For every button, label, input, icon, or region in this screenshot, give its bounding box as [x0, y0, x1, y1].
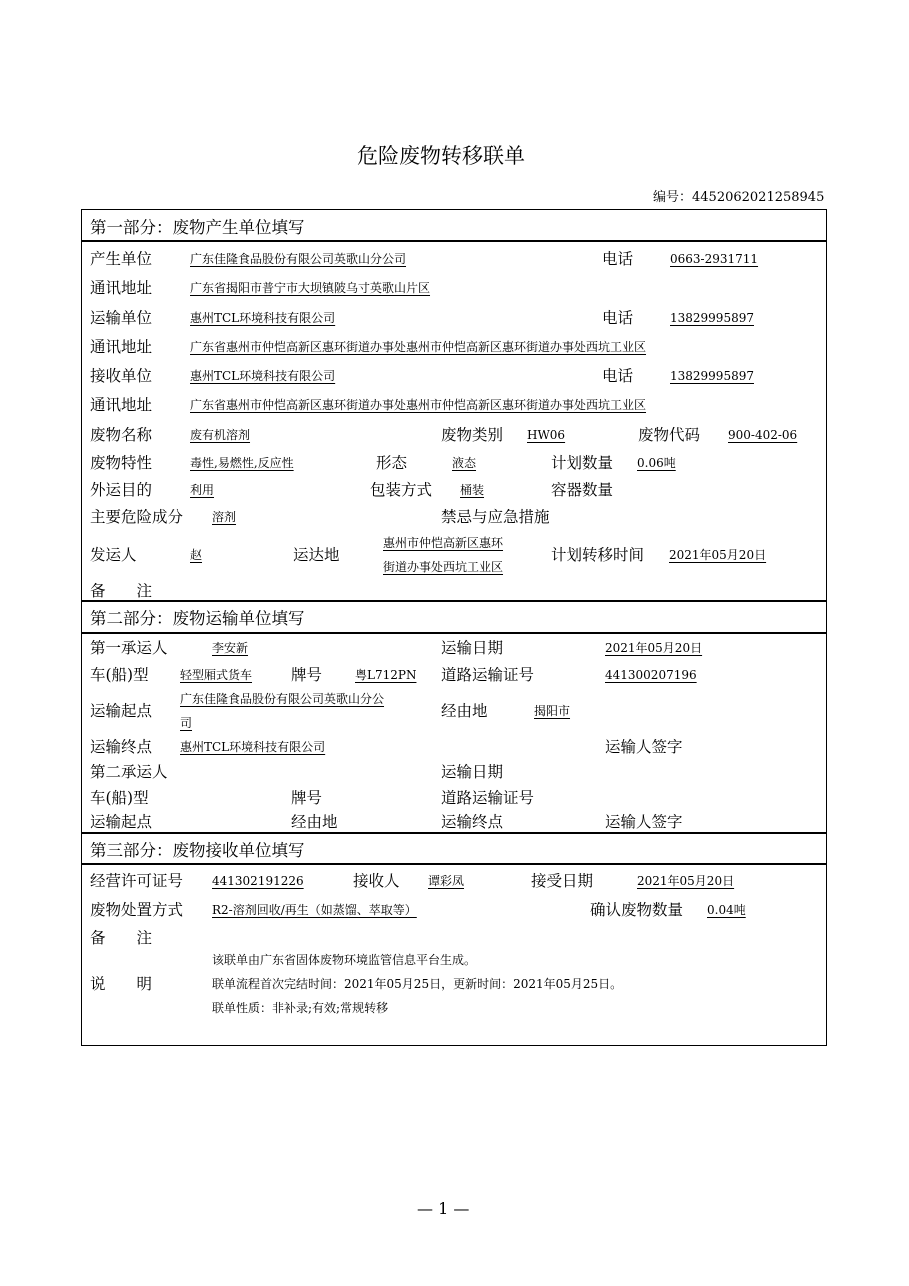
label: 电话: [602, 250, 634, 268]
label: 道路运输证号: [441, 666, 535, 684]
shipper: 赵: [190, 548, 203, 562]
label: 废物代码: [638, 426, 701, 444]
label: 外运目的: [90, 481, 153, 499]
disposal-method: R2-溶剂回收/再生（如蒸馏、萃取等）: [212, 903, 417, 917]
divider: [81, 632, 827, 634]
label: 计划数量: [551, 454, 614, 472]
label: 形态: [376, 454, 408, 472]
label: 通讯地址: [90, 279, 153, 297]
note-line: 联单性质：非补录;有效;常规转移: [212, 1001, 389, 1015]
planned-quantity: 0.06吨: [637, 456, 676, 470]
section-header-part3: 第三部分：废物接收单位填写: [90, 841, 305, 860]
waste-code: 900-402-06: [728, 428, 798, 442]
accept-date: 2021年05月20日: [637, 874, 735, 888]
label: 接受日期: [531, 872, 594, 890]
serial-number: 编号：4452062021258945: [653, 190, 825, 205]
producer-value: 广东佳隆食品股份有限公司英歌山分公司: [190, 252, 407, 266]
label: 备 注: [90, 929, 153, 947]
label: 运输单位: [90, 309, 153, 327]
label: 发运人: [90, 546, 137, 564]
confirmed-quantity: 0.04吨: [707, 903, 746, 917]
planned-time: 2021年05月20日: [669, 548, 767, 562]
divider: [81, 600, 827, 602]
label: 运输人签字: [605, 738, 683, 756]
producer-phone: 0663-2931711: [670, 252, 759, 266]
label: 废物名称: [90, 426, 153, 444]
label: 经由地: [441, 702, 488, 720]
label: 车(船)型: [90, 789, 149, 807]
hazard-component: 溶剂: [212, 510, 237, 524]
waste-form: 液态: [452, 456, 477, 470]
label: 运输人签字: [605, 813, 683, 831]
label: 容器数量: [551, 481, 614, 499]
label: 主要危险成分: [90, 508, 184, 526]
label: 废物处置方式: [90, 901, 184, 919]
label: 经营许可证号: [90, 872, 184, 890]
label: 电话: [602, 309, 634, 327]
plate1: 粤L712PN: [355, 668, 417, 682]
label: 通讯地址: [90, 396, 153, 414]
packing: 桶装: [460, 483, 485, 497]
waste-category: HW06: [527, 428, 566, 442]
label: 计划转移时间: [551, 546, 645, 564]
label: 接收单位: [90, 367, 153, 385]
purpose: 利用: [190, 483, 215, 497]
receiver-value: 惠州TCL环境科技有限公司: [190, 369, 336, 383]
label: 禁忌与应急措施: [441, 508, 550, 526]
end1: 惠州TCL环境科技有限公司: [180, 740, 326, 754]
origin1-line1: 广东佳隆食品股份有限公司英歌山分公: [180, 692, 385, 706]
label: 运输日期: [441, 763, 504, 781]
permit1: 441300207196: [605, 668, 697, 682]
receiver-address: 广东省惠州市仲恺高新区惠环街道办事处惠州市仲恺高新区惠环街道办事处西坑工业区: [190, 398, 647, 412]
receiver-phone: 13829995897: [670, 369, 754, 383]
label: 经由地: [291, 813, 338, 831]
divider: [81, 863, 827, 865]
label: 说 明: [90, 975, 153, 993]
section-header-part2: 第二部分：废物运输单位填写: [90, 609, 305, 628]
origin1-line2: 司: [180, 716, 193, 730]
label: 确认废物数量: [590, 901, 684, 919]
label: 废物特性: [90, 454, 153, 472]
label: 运输日期: [441, 639, 504, 657]
producer-address: 广东省揭阳市普宁市大坝镇陂乌寸英歌山片区: [190, 281, 431, 295]
via1: 揭阳市: [534, 704, 571, 718]
label: 第二承运人: [90, 763, 168, 781]
waste-name: 废有机溶剂: [190, 428, 251, 442]
page-number: — 1 —: [417, 1199, 470, 1218]
label: 运输终点: [441, 813, 504, 831]
waste-property: 毒性,易燃性,反应性: [190, 456, 294, 470]
receiver-person: 谭彩凤: [428, 874, 465, 888]
note-line: 该联单由广东省固体废物环境监管信息平台生成。: [212, 953, 477, 967]
label: 运输终点: [90, 738, 153, 756]
label: 道路运输证号: [441, 789, 535, 807]
section-header-part1: 第一部分：废物产生单位填写: [90, 218, 305, 237]
label: 车(船)型: [90, 666, 149, 684]
label: 电话: [602, 367, 634, 385]
divider: [81, 832, 827, 834]
label: 运达地: [293, 546, 340, 564]
transporter-value: 惠州TCL环境科技有限公司: [190, 311, 336, 325]
vehicle1: 轻型厢式货车: [180, 668, 253, 682]
carrier1: 李安新: [212, 641, 249, 655]
label: 包装方式: [370, 481, 433, 499]
label: 接收人: [353, 872, 400, 890]
transporter-address: 广东省惠州市仲恺高新区惠环街道办事处惠州市仲恺高新区惠环街道办事处西坑工业区: [190, 340, 647, 354]
note-line: 联单流程首次完结时间：2021年05月25日，更新时间：2021年05月25日。: [212, 977, 623, 991]
label: 第一承运人: [90, 639, 168, 657]
license-number: 441302191226: [212, 874, 304, 888]
transporter-phone: 13829995897: [670, 311, 754, 325]
label: 牌号: [291, 666, 323, 684]
transport-date1: 2021年05月20日: [605, 641, 703, 655]
label: 运输起点: [90, 813, 153, 831]
label: 通讯地址: [90, 338, 153, 356]
divider: [81, 240, 827, 242]
destination-line1: 惠州市仲恺高新区惠环: [383, 536, 504, 550]
label: 废物类别: [441, 426, 504, 444]
label: 运输起点: [90, 702, 153, 720]
destination-line2: 街道办事处西坑工业区: [383, 560, 504, 574]
label: 备 注: [90, 582, 153, 600]
label: 产生单位: [90, 250, 153, 268]
document-title: 危险废物转移联单: [357, 144, 525, 168]
label: 牌号: [291, 789, 323, 807]
